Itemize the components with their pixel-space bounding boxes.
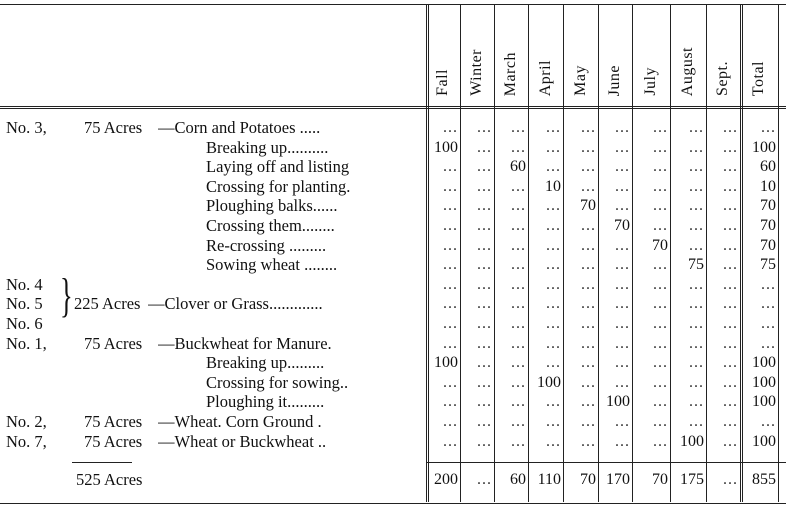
header-rule-2 (0, 108, 786, 109)
value-cell: ... (511, 177, 526, 195)
value-cell: ... (761, 275, 776, 293)
value-cell: 200 (434, 471, 458, 488)
value-cell: ... (511, 393, 526, 411)
value-cell: ... (581, 373, 596, 391)
table-row (0, 275, 786, 295)
acreage: 225 Acres (74, 294, 141, 314)
value-cell: 170 (606, 471, 630, 488)
value-cell: ... (723, 413, 738, 430)
value-cell: ... (689, 236, 704, 254)
acreage: 75 Acres (84, 431, 143, 451)
value-cell: ... (615, 236, 630, 254)
value-cell: ... (511, 119, 526, 136)
value-cell: 70 (760, 197, 776, 215)
value-cell: ... (615, 315, 630, 332)
value-cell: ... (443, 177, 458, 195)
value-cell: ... (443, 432, 458, 450)
table-row (0, 392, 786, 412)
value-cell: ... (615, 256, 630, 274)
operation-label: Breaking up.......... (206, 137, 329, 157)
table-row (0, 432, 786, 452)
column-header (494, 10, 528, 96)
value-cell: ... (443, 256, 458, 274)
value-cell: ... (615, 275, 630, 293)
value-cell: 110 (537, 471, 561, 488)
value-cell: ... (477, 393, 492, 411)
value-cell: ... (723, 432, 738, 450)
acreage: 75 Acres (84, 412, 143, 431)
value-cell: ... (723, 197, 738, 215)
operation-label: Crossing them........ (206, 216, 335, 235)
value-cell: ... (511, 217, 526, 234)
column-header-label: Winter (468, 49, 485, 96)
table-row (0, 118, 786, 138)
value-cell: 100 (434, 354, 458, 372)
column-header-label: August (679, 46, 696, 96)
value-cell: ... (546, 354, 561, 372)
value-cell: ... (546, 315, 561, 332)
table-row (0, 412, 786, 432)
value-cell: ... (546, 275, 561, 293)
value-cell: ... (477, 256, 492, 274)
value-cell: ... (653, 354, 668, 372)
value-cell: ... (689, 217, 704, 234)
value-cell: ... (477, 295, 492, 313)
column-header-label: Total (750, 60, 767, 96)
value-cell: ... (653, 275, 668, 293)
value-cell: ... (581, 393, 596, 411)
value-cell: ... (477, 236, 492, 254)
column-header-label: July (642, 67, 659, 96)
value-cell: ... (511, 413, 526, 430)
top-rule (0, 4, 786, 5)
value-cell: 70 (580, 471, 596, 488)
value-cell: ... (511, 236, 526, 254)
value-cell: ... (581, 334, 596, 352)
value-cell: ... (546, 334, 561, 352)
value-cell: ... (653, 256, 668, 274)
value-cell: ... (511, 256, 526, 274)
table-row (0, 196, 786, 216)
table-row (0, 334, 786, 354)
value-cell: 70 (614, 217, 630, 234)
value-cell: ... (546, 236, 561, 254)
value-cell: ... (443, 373, 458, 391)
value-cell: ... (546, 413, 561, 430)
field-number: No. 1, (6, 333, 47, 353)
operation-label: Breaking up......... (206, 353, 325, 373)
value-cell: ... (477, 315, 492, 332)
value-cell: 70 (760, 217, 776, 234)
value-cell: ... (723, 334, 738, 352)
value-cell: ... (581, 256, 596, 274)
value-cell: ... (653, 334, 668, 352)
value-cell: ... (581, 295, 596, 313)
value-cell: ... (615, 354, 630, 372)
value-cell: ... (689, 158, 704, 176)
value-cell: ... (615, 373, 630, 391)
table-row (0, 138, 786, 158)
total-acres: 525 Acres (76, 470, 143, 489)
field-number: No. 5 (6, 294, 43, 314)
column-header (528, 10, 563, 96)
table-row (0, 236, 786, 256)
value-cell: ... (581, 315, 596, 332)
value-cell: ... (653, 217, 668, 234)
value-cell: 60 (510, 158, 526, 176)
value-cell: 100 (752, 354, 776, 372)
operation-label: Sowing wheat ........ (206, 255, 338, 275)
operation-label: Ploughing it......... (206, 392, 325, 412)
value-cell: 70 (652, 236, 668, 254)
value-cell: ... (443, 197, 458, 215)
value-cell: 100 (537, 373, 561, 391)
value-cell: ... (689, 138, 704, 156)
value-cell: ... (653, 315, 668, 332)
value-cell: ... (581, 138, 596, 156)
column-header-label: Sept. (714, 61, 731, 96)
value-cell: ... (511, 197, 526, 215)
field-number: No. 7, (6, 431, 47, 451)
value-cell: ... (761, 119, 776, 136)
value-cell: ... (615, 432, 630, 450)
value-cell: ... (653, 177, 668, 195)
value-cell: 70 (580, 197, 596, 215)
value-cell: ... (615, 197, 630, 215)
value-cell: 100 (680, 432, 704, 450)
value-cell: ... (443, 315, 458, 332)
value-cell: ... (653, 413, 668, 430)
value-cell: ... (546, 217, 561, 234)
value-cell: ... (546, 256, 561, 274)
value-cell: 70 (760, 236, 776, 254)
value-cell: 100 (434, 138, 458, 156)
acres-sum-rule (72, 462, 132, 463)
value-cell: ... (761, 295, 776, 313)
value-cell: ... (615, 413, 630, 430)
value-cell: ... (723, 236, 738, 254)
header-rule (0, 106, 786, 107)
value-cell: 60 (760, 158, 776, 176)
crop-label: —Buckwheat for Manure. (158, 333, 332, 353)
bottom-rule (0, 503, 786, 504)
value-cell: ... (581, 217, 596, 234)
value-cell: ... (653, 373, 668, 391)
value-cell: ... (615, 138, 630, 156)
value-cell: ... (443, 413, 458, 430)
value-cell: ... (653, 295, 668, 313)
crop-label: —Corn and Potatoes ..... (158, 118, 321, 137)
value-cell: ... (477, 373, 492, 391)
value-cell: ... (477, 413, 492, 430)
value-cell: 100 (752, 138, 776, 156)
value-cell: ... (761, 413, 776, 430)
value-cell: ... (477, 217, 492, 234)
value-cell: ... (723, 158, 738, 176)
value-cell: ... (689, 393, 704, 411)
acreage: 75 Acres (84, 333, 143, 353)
value-cell: 70 (652, 471, 668, 488)
value-cell: ... (443, 119, 458, 136)
value-cell: ... (546, 393, 561, 411)
column-header (563, 10, 598, 96)
value-cell: ... (761, 334, 776, 352)
value-cell: ... (723, 275, 738, 293)
value-cell: ... (615, 119, 630, 136)
value-cell: ... (689, 295, 704, 313)
column-header-label: Fall (434, 69, 451, 96)
value-cell: ... (511, 373, 526, 391)
operation-label: Crossing for planting. (206, 176, 351, 196)
value-cell: ... (761, 315, 776, 332)
value-cell: ... (653, 432, 668, 450)
acreage: 75 Acres (84, 118, 143, 137)
column-header-label: May (571, 65, 589, 96)
value-cell: ... (689, 177, 704, 195)
value-cell: ... (511, 334, 526, 352)
value-cell: ... (443, 236, 458, 254)
column-header-label: April (536, 59, 554, 96)
table-row (0, 373, 786, 393)
value-cell: ... (477, 471, 492, 488)
value-cell: 60 (510, 471, 526, 488)
value-cell: ... (723, 138, 738, 156)
brace-icon: } (60, 269, 73, 322)
value-cell: ... (723, 217, 738, 234)
value-cell: ... (723, 373, 738, 391)
value-cell: ... (477, 119, 492, 136)
value-cell: ... (723, 256, 738, 274)
value-cell: ... (689, 275, 704, 293)
value-cell: ... (443, 295, 458, 313)
totals-rule (426, 462, 786, 463)
value-cell: ... (443, 275, 458, 293)
value-cell: 100 (752, 393, 776, 411)
field-number: No. 3, (6, 118, 47, 137)
value-cell: ... (689, 373, 704, 391)
operation-label: Laying off and listing (206, 157, 350, 177)
value-cell: ... (581, 275, 596, 293)
field-number: No. 4 (6, 274, 43, 294)
column-header (632, 10, 670, 96)
value-cell: ... (653, 158, 668, 176)
column-header (670, 10, 706, 96)
value-cell: ... (511, 432, 526, 450)
value-cell: 75 (760, 256, 776, 274)
table-row (0, 314, 786, 334)
crop-label: —Clover or Grass............. (148, 294, 323, 314)
totals-row (0, 470, 786, 490)
value-cell: ... (511, 315, 526, 332)
value-cell: ... (615, 295, 630, 313)
column-header (740, 10, 778, 96)
value-cell: ... (653, 119, 668, 136)
field-number: No. 2, (6, 412, 47, 431)
value-cell: ... (581, 432, 596, 450)
crop-label: —Wheat. Corn Ground . (158, 412, 322, 431)
value-cell: ... (546, 119, 561, 136)
value-cell: ... (615, 177, 630, 195)
value-cell: ... (653, 197, 668, 215)
table-row (0, 177, 786, 197)
table-row (0, 157, 786, 177)
value-cell: ... (615, 334, 630, 352)
value-cell: ... (511, 354, 526, 372)
value-cell: ... (689, 119, 704, 136)
column-header (460, 10, 494, 96)
field-number: No. 6 (6, 314, 43, 333)
value-cell: ... (723, 471, 738, 488)
value-cell: ... (511, 138, 526, 156)
table-row (0, 255, 786, 275)
value-cell: ... (546, 432, 561, 450)
value-cell: 100 (752, 373, 776, 391)
value-cell: 175 (680, 471, 704, 488)
column-header (426, 10, 460, 96)
value-cell: ... (443, 158, 458, 176)
column-header-label: March (502, 51, 519, 96)
value-cell: ... (689, 413, 704, 430)
value-cell: ... (477, 138, 492, 156)
operation-label: Ploughing balks...... (206, 196, 338, 216)
value-cell: ... (477, 354, 492, 372)
value-cell: ... (546, 295, 561, 313)
operation-label: Re-crossing ......... (206, 235, 327, 255)
value-cell: ... (723, 177, 738, 195)
value-cell: ... (477, 177, 492, 195)
value-cell: 855 (752, 471, 776, 488)
value-cell: ... (443, 334, 458, 352)
value-cell: ... (581, 119, 596, 136)
column-header-label: June (606, 64, 623, 96)
value-cell: ... (581, 236, 596, 254)
value-cell: ... (546, 158, 561, 176)
value-cell: ... (581, 158, 596, 176)
value-cell: ... (477, 432, 492, 450)
value-cell: ... (581, 354, 596, 372)
value-cell: 100 (606, 393, 630, 411)
value-cell: ... (689, 315, 704, 332)
value-cell: ... (653, 393, 668, 411)
value-cell: ... (581, 177, 596, 195)
crop-label: —Wheat or Buckwheat .. (158, 431, 327, 451)
column-header (706, 10, 740, 96)
table-row (0, 216, 786, 236)
value-cell: ... (581, 413, 596, 430)
table-row (0, 294, 786, 314)
value-cell: 10 (545, 177, 561, 195)
value-cell: ... (511, 295, 526, 313)
value-cell: ... (723, 354, 738, 372)
value-cell: ... (653, 138, 668, 156)
value-cell: ... (443, 217, 458, 234)
value-cell: ... (477, 197, 492, 215)
value-cell: ... (723, 119, 738, 136)
value-cell: ... (689, 197, 704, 215)
value-cell: ... (689, 334, 704, 352)
operation-label: Crossing for sowing.. (206, 372, 349, 392)
value-cell: ... (477, 275, 492, 293)
value-cell: ... (723, 295, 738, 313)
value-cell: ... (723, 315, 738, 332)
value-cell: ... (615, 158, 630, 176)
value-cell: 100 (752, 432, 776, 450)
value-cell: 10 (760, 177, 776, 195)
value-cell: ... (477, 334, 492, 352)
value-cell: ... (723, 393, 738, 411)
value-cell: ... (511, 275, 526, 293)
column-header (598, 10, 632, 96)
value-cell: ... (546, 138, 561, 156)
value-cell: ... (546, 197, 561, 215)
value-cell: ... (477, 158, 492, 176)
value-cell: ... (689, 354, 704, 372)
table-row (0, 353, 786, 373)
value-cell: 75 (688, 256, 704, 274)
value-cell: ... (443, 393, 458, 411)
